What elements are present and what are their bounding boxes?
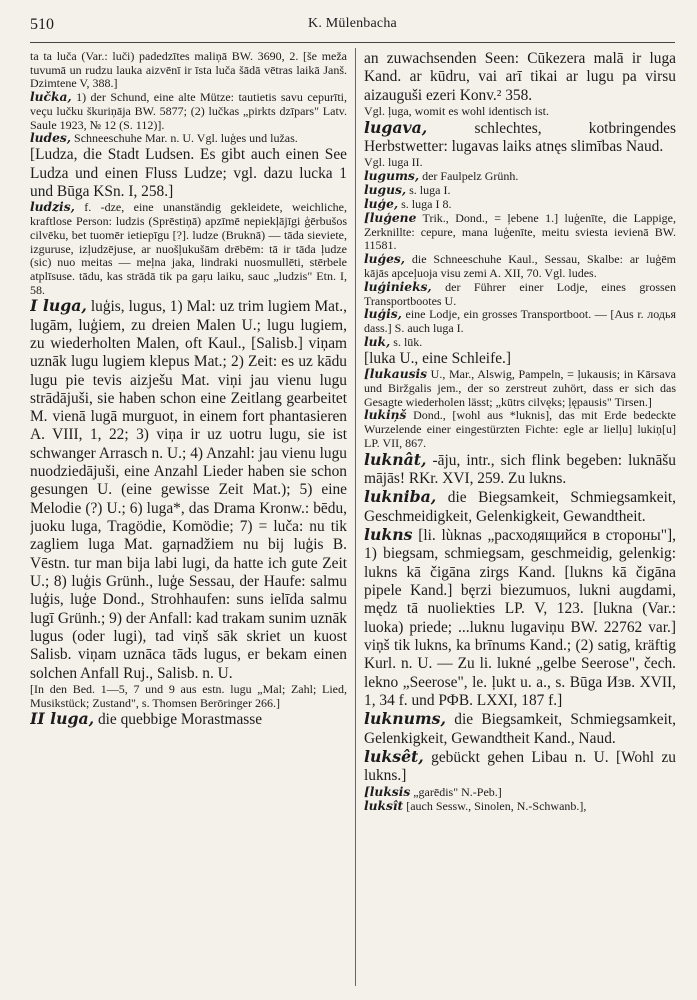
entry-text: [li. lùknas „расходящийся в стороны"], 1) biegsam, schmiegsam, geschmeidig, gelenkig: lukns kā čigāna zirgs Kand. [lukns kā čigāna pipele Kand.] bęrzi biezumuos, lukni augdami, mędz tā nuoliekties LP. V, 123. [lukna (Var.: luoka) priede; ...luknu lugaviņu BW. 22762 var.] viņš tik lukns, ka brīnums Kand.; (2) satig, kräftig Kurl. n. U. — Zu li. lukné „gelbe Seerose", čech. lekno „Seerose", le. ļukt u. a., s. Būga Изв. XVII, 1, 34 f. und РФВ. LXXI, 187 f.] — [364, 527, 676, 709]
dictionary-entry — [30, 132, 347, 146]
entry-text: der Faulpelz Grünh. — [419, 168, 519, 183]
dictionary-entry — [364, 198, 676, 212]
dictionary-entry — [364, 786, 676, 800]
entry-headword: ludes, — [30, 131, 72, 146]
dictionary-entry — [364, 350, 676, 368]
entry-text: Trik., Dond., = ļebene 1.] luģenīte, die Lappige, Zerknillte: cepure, mana luģenīte, meitu sviesta ievienā BW. 11581. — [364, 210, 676, 253]
entry-headword: luģinieks, — [364, 279, 432, 294]
entry-text: „garēdis" N.-Peb.] — [410, 784, 502, 799]
right-column — [364, 50, 676, 990]
dictionary-entry — [364, 368, 676, 409]
dictionary-entry — [364, 105, 676, 119]
left-column — [30, 50, 347, 990]
entry-text: luģis, lugus, 1) Mal: uz trim lugiem Mat., lugām, luģiem, zu dreien Malen U.; lugu lugiem, zu wiederholten Malen, oft Kaul., [Salisb.] viņam uznāk lugu lugiem klepus Mat.; 2) Zeit: es uz kādu lugu pie tevis aizješu Mat. viņi jau vienu lugu strādājuši, sie haben schon eine Zeitlang gearbeitet M. vienā lugā murguot, in einem fort phantasieren A. VIII, 1, 22; 3) viņa ir uz uotru lugu, sie ist schwanger Arrasch n. U.; 4) Anzahl: jau vienu lugu nuodziedājuši, eine Anzahl Lieder haben sie schon gesungen U. (eine gewisse Zeit Mat.); 5) eine Melodie (?) U.; 6) luga*, das Drama Kronw.: bēdu, juoku luga, Tragödie, Komödie; 7) = luča: nu tik zagliem luga Mat. gaŗnadžiem nu bij luģis B. Vēstn. tur man bija labi lugi, da hatte ich gute Zeit U.; 8) luģis Grünh., luģe Sessau, der Haufe: salmu luģis, luģe Dond., Strohhaufen: suns ielīda salmu lugī Grünh.; 9) der Anfall: kad trakam sunim uznāk lugus (oder lugi), tad viņš sāk skriet un kuost Salisb. viņam uznāca tāds lugus, er bekam einen solchen Anfall Ruj., Salisb. n. U. — [30, 298, 347, 682]
page-number: 510 — [30, 16, 54, 33]
entry-text: Dond., [wohl aus *luknis], das mit Erde bedeckte Wurzelende einer eingestürzten Fichte: egle ar lielļu] lukiņ[u] LP. VII, 867. — [364, 408, 676, 451]
page-header — [30, 8, 675, 44]
entry-text: schlechtes, kotbringendes Herbstwetter: lugavas laiks atnęs slimības Naud. — [364, 119, 676, 155]
dictionary-entry — [364, 336, 676, 350]
entry-headword: luknât, — [364, 449, 427, 469]
dictionary-entry — [364, 212, 676, 253]
entry-headword: lugava, — [364, 117, 428, 137]
entry-headword: lučka, — [30, 90, 72, 105]
entry-text: s. luga I 8. — [398, 196, 452, 211]
dictionary-entry — [364, 281, 676, 309]
entry-text: s. lūk. — [390, 334, 423, 349]
dictionary-entry — [364, 451, 676, 489]
entry-text: eine Lodje, ein grosses Transportboot. — [Aus r. лодья dass.] S. auch luga I. — [364, 307, 676, 336]
entry-headword: luģe, — [364, 196, 399, 211]
entry-headword: [luģene — [364, 210, 417, 225]
dictionary-entry — [364, 253, 676, 281]
entry-headword: lugums, — [364, 168, 420, 183]
entry-text: Vgl. ļuga, womit es wohl identisch ist. — [364, 103, 549, 118]
dictionary-entry — [364, 748, 676, 786]
entry-headword: luksêt, — [364, 746, 424, 766]
entry-text: f. -dze, eine unanständig gekleidete, weichliche, kraftlose Person: ludzis (Sprēstiņā) apzīmē nepiekļājīgi ģērbušos cilvēku, bet tuomēr ietiepīgu [?]. ludze (Bruknā) — tāda sieviete, izguruse, izļudzējuse, ar nuošļukušām drēbēm: tā ir tāda ļudze (sic) nuo meitas — meļna jaka, lindraki nuosmullēti, stērbele atplīsuse. tādu, kas strādā tik pa gaŗu laiku, sauc „ludzis" Etn. I, 58. — [30, 200, 347, 297]
entry-headword: [lukausis — [364, 367, 428, 382]
entry-text: [In den Bed. 1—5, 7 und 9 aus estn. lugu „Mal; Zahl; Lied, Musikstück; Zustand", s. Thomsen Berōringer 266.] — [30, 682, 347, 710]
entry-text: die quebbige Morastmasse — [94, 711, 263, 729]
entry-headword: luknums, — [364, 709, 446, 729]
entry-headword: ludzis, — [30, 200, 75, 215]
dictionary-entry — [30, 683, 347, 710]
entry-headword: lugus, — [364, 182, 407, 197]
entry-text: s. luga I. — [406, 182, 451, 197]
entry-text: U., Mar., Alswig, Pampeln, = ļukausis; in Kārsava und Biržgalis jem., der so zerstreut zuhört, dass er sich das Gesagte wiederholen lässt; „kūtrs cilvęks; ļępausis" Tirsen.] — [364, 367, 676, 409]
dictionary-entry — [30, 710, 347, 729]
dictionary-entry — [364, 50, 676, 105]
dictionary-entry — [364, 710, 676, 748]
entry-headword: luģis, — [364, 307, 402, 322]
entry-text: [auch Sessw., Sinolen, N.-Schwanb.], — [403, 798, 587, 813]
entry-text: die Schneeschuhe Kaul., Sessau, Skalbe: ar luģēm kājās apceļuoja visu zemi A. XII, 70. Vgl. ludes. — [364, 252, 676, 281]
entry-text: die Biegsamkeit, Schmiegsamkeit, Geschmeidigkeit, Gelenkigkeit, Gewandtheit. — [364, 489, 676, 525]
entry-text: [luka U., eine Schleife.] — [364, 349, 512, 367]
entry-text: der Führer einer Lodje, eines grossen Transportbootes U. — [364, 279, 676, 308]
dictionary-entry — [364, 184, 676, 198]
dictionary-entry — [364, 119, 676, 157]
dictionary-entry — [364, 488, 676, 526]
running-head: K. Mülenbacha — [308, 16, 397, 31]
entry-text: ta ta luča (Var.: luči) padedzītes maliņā BW. 3690, 2. [še meža tuvumā un rudzu lauka aizvēnī ir īsta luča šādā vētras laikā Janš. Dzimtene V, 388.] — [30, 50, 347, 91]
entry-headword: I luga, — [30, 296, 87, 316]
entry-headword: luk, — [364, 334, 391, 349]
dictionary-entry — [364, 170, 676, 184]
entry-text: Schneeschuhe Mar. n. U. Vgl. luģes und lužas. — [71, 131, 298, 146]
entry-headword: luksît — [364, 798, 404, 813]
entry-headword: luģes, — [364, 252, 406, 267]
dictionary-entry — [30, 297, 347, 683]
entry-text: gebückt gehen Libau n. U. [Wohl zu lukns.] — [364, 748, 676, 785]
dictionary-entry — [364, 308, 676, 336]
entry-text: die Biegsamkeit, Schmiegsamkeit, Gelenkigkeit, Gewandtheit Kand., Naud. — [364, 711, 676, 747]
dictionary-entry — [364, 526, 676, 710]
entry-text: 1) der Schund, eine alte Mütze: tautietis savu cepurīti, veçu lučku škuriņāja BW. 5877; (2) lučkas „pirkts dzīpars" Latv. Saule 1923, № 12 (S. 112)]. — [30, 90, 347, 132]
entry-text: an zuwachsenden Seen: Cūkezera malā ir luga Kand. ar kūdru, vai arī tikai ar lugu pa virsu aizauguši ezeri Konv.² 358. — [364, 50, 676, 104]
entry-headword: lukniba, — [364, 487, 437, 507]
entry-headword: II luga, — [30, 709, 95, 729]
dictionary-entry — [30, 201, 347, 297]
dictionary-entry — [364, 800, 676, 814]
dictionary-entry — [364, 409, 676, 450]
dictionary-entry — [364, 156, 676, 170]
entry-text: Vgl. luga II. — [364, 155, 423, 170]
dictionary-entry — [30, 50, 347, 91]
dictionary-entry — [30, 91, 347, 132]
dictionary-entry — [30, 146, 347, 201]
entry-headword: lukns — [364, 525, 413, 545]
column-separator — [355, 48, 356, 986]
entry-headword: lukiņš — [364, 408, 407, 423]
entry-text: -āju, intr., sich flink begeben: luknāšu mājās! RKr. XVI, 259. Zu lukns. — [364, 451, 676, 488]
header-rule — [30, 42, 675, 43]
entry-headword: [luksis — [364, 784, 411, 799]
entry-text: [Ludza, die Stadt Ludsen. Es gibt auch einen See Ludza und einen Fluss Ludze; vgl. dazu lucka 1 und Būga KSn. I, 258.] — [30, 146, 347, 200]
